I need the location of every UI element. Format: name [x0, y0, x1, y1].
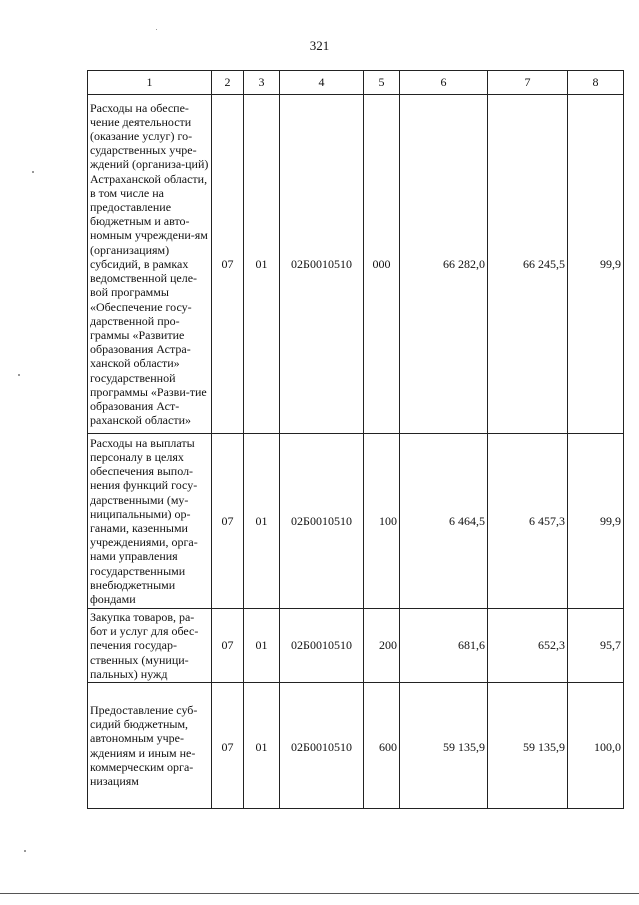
table-row — [88, 609, 624, 683]
row-planned: 59 135,9 — [400, 683, 488, 809]
budget-table — [87, 70, 624, 809]
row-description: Расходы на выплаты персоналу в целях обеспечения выпол-нения функций госу-дарственными (му-ниципальными) ор-ганами, казенными учреждениями, орга-нами управления государственными внебюджетными фондами — [88, 434, 212, 609]
col-header-4: 4 — [280, 71, 364, 95]
header-row — [88, 71, 624, 95]
col-header-8: 8 — [568, 71, 624, 95]
row-section: 07 — [212, 95, 244, 434]
row-target-article: 02Б0010510 — [280, 683, 364, 809]
row-actual: 652,3 — [488, 609, 568, 683]
row-subsection: 01 — [244, 683, 280, 809]
scan-speck — [18, 374, 20, 376]
row-target-article: 02Б0010510 — [280, 609, 364, 683]
row-actual: 59 135,9 — [488, 683, 568, 809]
col-header-1: 1 — [88, 71, 212, 95]
row-section: 07 — [212, 609, 244, 683]
row-target-article: 02Б0010510 — [280, 95, 364, 434]
row-description: Предоставление суб-сидий бюджетным, автономным учре-ждениям и иным не-коммерческим орга-низациям — [88, 683, 212, 809]
scan-speck — [24, 850, 26, 852]
table-row — [88, 434, 624, 609]
scan-speck — [32, 171, 34, 173]
row-actual: 6 457,3 — [488, 434, 568, 609]
row-section: 07 — [212, 683, 244, 809]
row-subsection: 01 — [244, 609, 280, 683]
col-header-2: 2 — [212, 71, 244, 95]
row-target-article: 02Б0010510 — [280, 434, 364, 609]
col-header-6: 6 — [400, 71, 488, 95]
row-expense-type: 000 — [364, 95, 400, 434]
bottom-rule — [0, 893, 639, 894]
row-expense-type: 600 — [364, 683, 400, 809]
row-percent: 99,9 — [568, 95, 624, 434]
table-row — [88, 95, 624, 434]
row-description: Закупка товаров, ра-бот и услуг для обес-печения государ-ственных (муници-пальных) нужд — [88, 609, 212, 683]
row-percent: 95,7 — [568, 609, 624, 683]
row-actual: 66 245,5 — [488, 95, 568, 434]
col-header-7: 7 — [488, 71, 568, 95]
row-expense-type: 100 — [364, 434, 400, 609]
row-description: Расходы на обеспе-чение деятельности (оказание услуг) го-сударственных учре-ждений (организа-ций) Астраханской области, в том числе на предоставление бюджетным и авто-номным учреждени-ям (организациям) субсидий, в рамках ведомственной целе-вой программы «Обеспечение госу-дарственной про-граммы «Развитие образования Астра-ханской области» государственной программы «Разви-тие образования Аст-раханской области» — [88, 95, 212, 434]
row-percent: 100,0 — [568, 683, 624, 809]
row-planned: 66 282,0 — [400, 95, 488, 434]
row-planned: 681,6 — [400, 609, 488, 683]
row-subsection: 01 — [244, 95, 280, 434]
col-header-5: 5 — [364, 71, 400, 95]
row-percent: 99,9 — [568, 434, 624, 609]
scan-speck — [156, 29, 157, 30]
row-subsection: 01 — [244, 434, 280, 609]
table-row — [88, 683, 624, 809]
col-header-3: 3 — [244, 71, 280, 95]
row-planned: 6 464,5 — [400, 434, 488, 609]
page-number: 321 — [309, 38, 330, 53]
row-section: 07 — [212, 434, 244, 609]
row-expense-type: 200 — [364, 609, 400, 683]
